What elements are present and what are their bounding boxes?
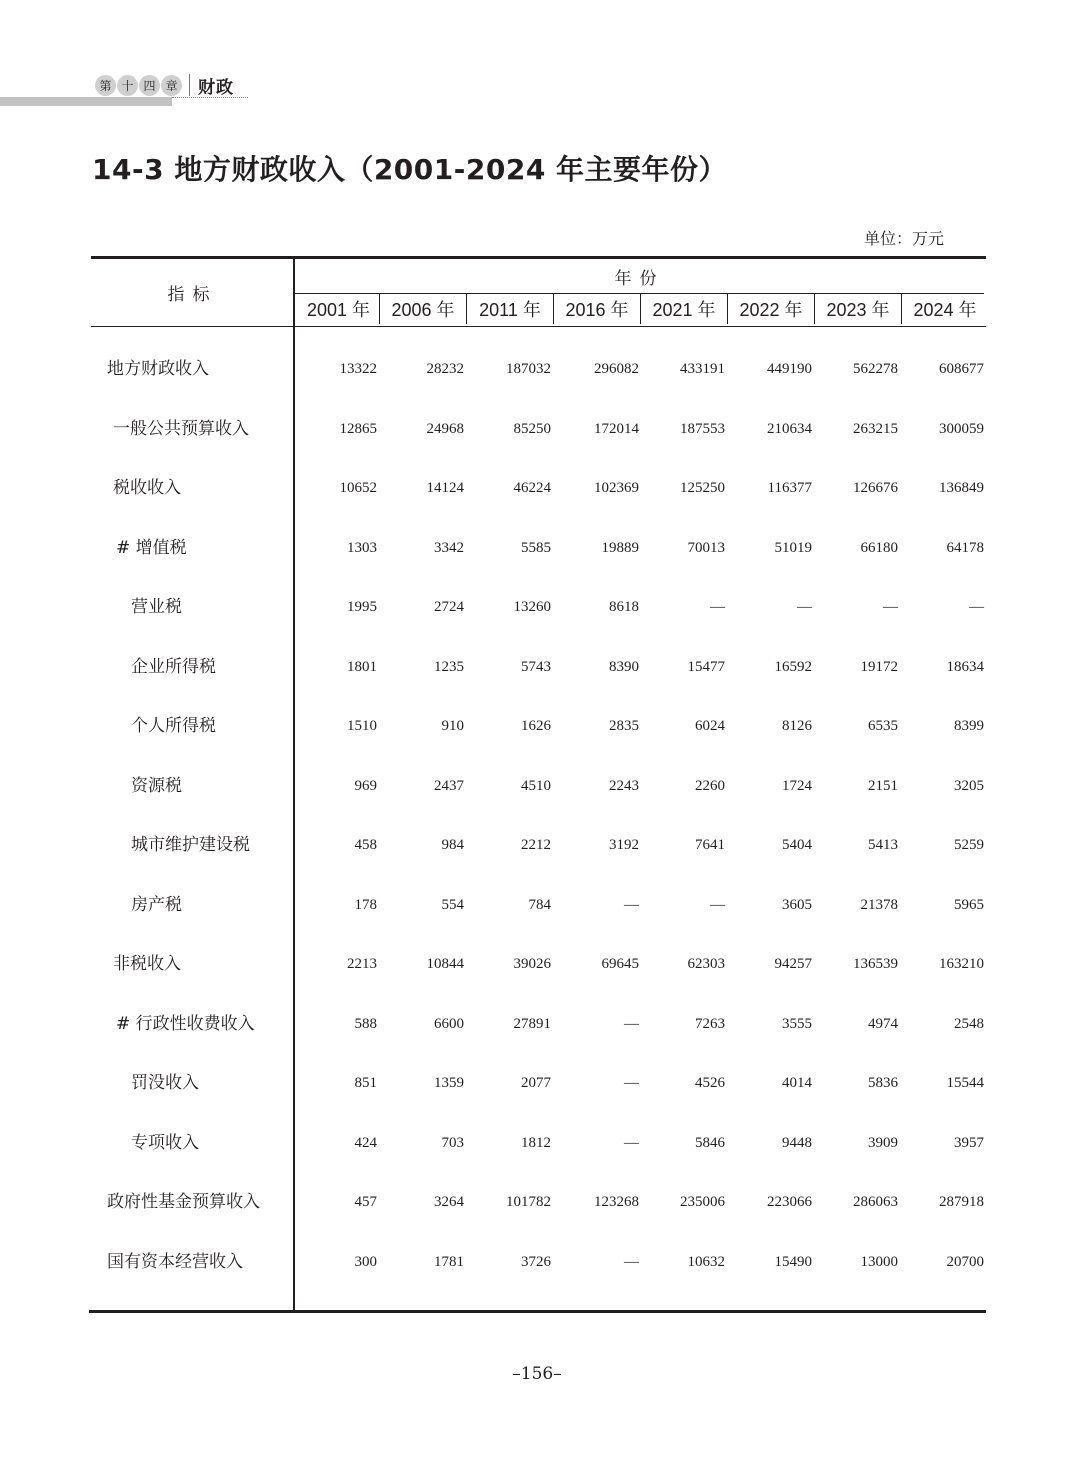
table-cell: 7641 (695, 837, 725, 853)
table-cell: 10844 (426, 956, 464, 972)
chapter-char: 十 (117, 75, 138, 96)
table-cell: 1510 (347, 718, 377, 734)
table-bottom-rule (89, 1310, 986, 1313)
table-cell: 8390 (609, 658, 639, 675)
table-cell: 5413 (868, 837, 898, 853)
table-cell: 8126 (782, 718, 812, 734)
table-cell: 424 (354, 1134, 377, 1151)
table-row (92, 354, 984, 384)
table-cell: 2835 (609, 718, 639, 734)
table-cell: 5836 (868, 1075, 898, 1091)
table-cell: 2212 (521, 837, 551, 853)
table-cell: 784 (528, 896, 551, 913)
table-cell: 125250 (680, 480, 725, 496)
year-header: 2011 年 (466, 294, 553, 324)
table-cell: 64178 (946, 539, 984, 556)
table-cell: 6600 (434, 1015, 464, 1032)
table-cell: 910 (441, 718, 464, 734)
table-row (92, 414, 984, 444)
table-cell: 123268 (594, 1194, 639, 1210)
table-cell: 5585 (521, 539, 551, 556)
row-label: 地方财政收入 (107, 359, 209, 379)
table-row (92, 1128, 984, 1158)
table-cell: — (710, 599, 725, 615)
table-cell: 2260 (695, 777, 725, 794)
table-cell: 1724 (782, 777, 812, 794)
table-cell: 263215 (853, 420, 898, 437)
table-cell: 1781 (434, 1253, 464, 1270)
table-cell: 187032 (506, 361, 551, 377)
table-cell: 10632 (687, 1253, 725, 1270)
table-cell: 223066 (767, 1194, 812, 1210)
indicator-header: 指标 (167, 285, 218, 305)
table-cell: 9448 (782, 1134, 812, 1151)
table-cell: 608677 (939, 361, 984, 377)
table-cell: 7263 (695, 1015, 725, 1032)
table-cell: — (883, 599, 898, 615)
table-cell: 5404 (782, 837, 812, 853)
table-cell: — (969, 599, 984, 615)
row-label: 罚没收入 (131, 1073, 199, 1093)
chapter-title: 财政 (198, 77, 234, 98)
table-cell: — (624, 1134, 639, 1151)
table-cell: 5743 (521, 658, 551, 675)
table-cell: 14124 (426, 480, 464, 496)
table-cell: 13322 (339, 361, 377, 377)
table-cell: 46224 (513, 480, 551, 496)
table-cell: 1235 (434, 658, 464, 675)
table-cell: 210634 (767, 420, 812, 437)
table-cell: — (710, 896, 725, 913)
chapter-char: 第 (95, 75, 116, 96)
header-bottom-rule (91, 326, 986, 327)
table-cell: 101782 (506, 1194, 551, 1210)
table-cell: 6535 (868, 718, 898, 734)
table-cell: — (797, 599, 812, 615)
table-cell: 3555 (782, 1015, 812, 1032)
table-cell: 3264 (434, 1194, 464, 1210)
table-cell: 2548 (954, 1015, 984, 1032)
table-cell: 235006 (680, 1194, 725, 1210)
table-cell: 3909 (868, 1134, 898, 1151)
table-cell: 66180 (860, 539, 898, 556)
table-cell: 5846 (695, 1134, 725, 1151)
year-header: 2016 年 (553, 294, 640, 324)
year-header: 2006 年 (379, 294, 466, 324)
table-cell: 20700 (946, 1253, 984, 1270)
row-label: 政府性基金预算收入 (107, 1192, 260, 1212)
table-cell: 703 (441, 1134, 464, 1151)
table-cell: 2243 (609, 777, 639, 794)
chapter-badge (95, 75, 182, 96)
chapter-char: 章 (161, 75, 182, 96)
table-cell: 2077 (521, 1075, 551, 1091)
table-cell: — (624, 1075, 639, 1091)
table-cell: 6024 (695, 718, 725, 734)
chapter-rule-dotted (172, 97, 248, 98)
table-cell: 13000 (860, 1253, 898, 1270)
table-cell: 16592 (774, 658, 812, 675)
row-label: 资源税 (131, 775, 182, 796)
table-cell: 19889 (601, 539, 639, 556)
table-cell: 18634 (946, 658, 984, 675)
table-cell: 851 (354, 1075, 377, 1091)
table-cell: 178 (354, 896, 377, 913)
table-cell: 4510 (521, 777, 551, 794)
table-cell: 984 (441, 837, 464, 853)
table-cell: 8618 (609, 599, 639, 615)
table-cell: 296082 (594, 361, 639, 377)
table-cell: 4014 (782, 1075, 812, 1091)
row-label: 个人所得税 (131, 716, 216, 736)
table-cell: 1359 (434, 1075, 464, 1091)
table-cell: 5965 (954, 896, 984, 913)
table-cell: 39026 (513, 956, 551, 972)
table-cell: 3957 (954, 1134, 984, 1151)
year-header: 2001 年 (306, 300, 371, 320)
table-cell: 102369 (594, 480, 639, 496)
table-row (92, 1187, 984, 1217)
year-header: 2024 年 (901, 294, 988, 324)
row-label: 一般公共预算收入 (113, 418, 249, 439)
table-cell: 10652 (339, 480, 377, 496)
table-cell: 287918 (939, 1194, 984, 1210)
table-row (92, 533, 984, 563)
chapter-divider (189, 74, 190, 96)
table-cell: 433191 (680, 361, 725, 377)
table-cell: 562278 (853, 361, 898, 377)
row-label: 专项收入 (131, 1132, 199, 1153)
table-cell: 69645 (601, 956, 639, 972)
table-cell: 3605 (782, 896, 812, 913)
table-row (92, 652, 984, 682)
table-row (92, 711, 984, 741)
table-cell: 3205 (954, 777, 984, 794)
table-cell: — (624, 896, 639, 913)
table-row (92, 1247, 984, 1277)
table-cell: 51019 (774, 539, 812, 556)
table-cell: 300 (354, 1253, 377, 1270)
table-cell: 969 (354, 777, 377, 794)
table-cell: 1626 (521, 718, 551, 734)
page-number: –156– (512, 1364, 562, 1384)
chapter-header (95, 73, 234, 97)
chapter-rule (0, 97, 172, 106)
table-cell: 458 (354, 837, 377, 853)
table-cell: 1995 (347, 599, 377, 615)
table-cell: 13260 (513, 599, 551, 615)
table-cell: 19172 (860, 658, 898, 675)
table-cell: 554 (441, 896, 464, 913)
row-label: 国有资本经营收入 (107, 1251, 243, 1272)
table-cell: 24968 (426, 420, 464, 437)
table-row (92, 771, 984, 801)
table-cell: 136849 (939, 480, 984, 496)
unit-label: 单位：万元 (863, 229, 944, 248)
table-cell: 12865 (339, 420, 377, 437)
table-row (92, 1009, 984, 1039)
table-cell: 2437 (434, 777, 464, 794)
table-cell: 8399 (954, 718, 984, 734)
table-cell: 5259 (954, 837, 984, 853)
table-row (92, 1068, 984, 1098)
table-cell: 15544 (946, 1075, 984, 1091)
table-cell: 28232 (426, 361, 464, 377)
table-cell: 588 (354, 1015, 377, 1032)
row-label: 营业税 (131, 597, 182, 617)
table-row (92, 592, 984, 622)
table-cell: 2724 (434, 599, 464, 615)
table-cell: 85250 (513, 420, 551, 437)
year-group-header: 年份 (614, 268, 665, 289)
table-cell: 116377 (767, 480, 812, 496)
row-label: 非税收入 (113, 954, 181, 974)
table-row (92, 473, 984, 503)
table-cell: 3342 (434, 539, 464, 556)
table-cell: 300059 (939, 420, 984, 437)
table-cell: 2151 (868, 777, 898, 794)
year-header: 2023 年 (814, 294, 901, 324)
row-label: 企业所得税 (131, 656, 216, 677)
table-cell: — (624, 1015, 639, 1032)
table-cell: 4526 (695, 1075, 725, 1091)
table-cell: 4974 (868, 1015, 898, 1032)
table-cell: 70013 (687, 539, 725, 556)
row-label: # 增值税 (116, 537, 187, 558)
row-label: 税收收入 (113, 478, 181, 498)
table-cell: 136539 (853, 956, 898, 972)
table-cell: 1303 (347, 539, 377, 556)
year-header: 2021 年 (640, 294, 727, 324)
row-label: # 行政性收费收入 (116, 1013, 255, 1034)
table-row (92, 830, 984, 860)
table-cell: 449190 (767, 361, 812, 377)
table-cell: 286063 (853, 1194, 898, 1210)
table-cell: 15477 (687, 658, 725, 675)
table-cell: 27891 (513, 1015, 551, 1032)
table-cell: 172014 (594, 420, 639, 437)
table-cell: 3726 (521, 1253, 551, 1270)
table-cell: 21378 (860, 896, 898, 913)
table-cell: 126676 (853, 480, 898, 496)
table-row (92, 949, 984, 979)
year-header: 2022 年 (727, 294, 814, 324)
row-label: 城市维护建设税 (131, 835, 250, 855)
table-cell: 2213 (347, 956, 377, 972)
table-cell: 187553 (680, 420, 725, 437)
table-cell: 94257 (774, 956, 812, 972)
table-row (92, 890, 984, 920)
table-cell: 3192 (609, 837, 639, 853)
table-cell: — (624, 1253, 639, 1270)
row-label: 房产税 (131, 894, 182, 915)
table-cell: 163210 (939, 956, 984, 972)
chapter-char: 四 (139, 75, 160, 96)
table-cell: 15490 (774, 1253, 812, 1270)
table-cell: 1812 (521, 1134, 551, 1151)
page-title: 14-3 地方财政收入（2001-2024 年主要年份） (92, 153, 728, 186)
table-cell: 1801 (347, 658, 377, 675)
table-cell: 457 (354, 1194, 377, 1210)
table-cell: 62303 (687, 956, 725, 972)
